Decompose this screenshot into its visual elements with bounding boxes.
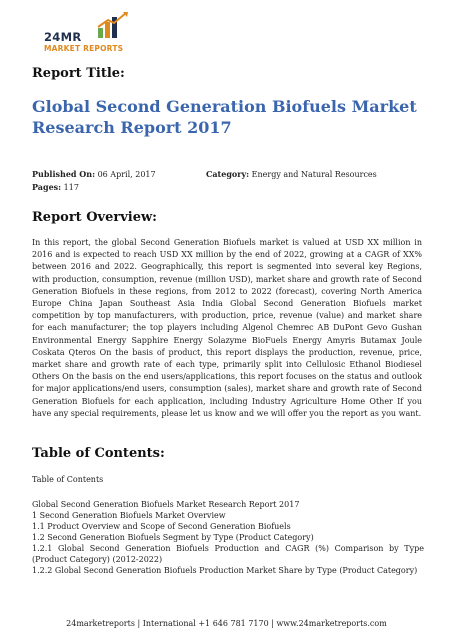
toc-line: 1.2 Second Generation Biofuels Segment by Type (Product Category): [32, 533, 314, 542]
published-date: [32, 169, 156, 179]
page-count: [32, 182, 79, 192]
toc-line: 1.2.1 Global Second Generation Biofuels Production and CAGR (%) Comparison by Type (Product Category) (2012-2022): [32, 544, 424, 564]
toc-heading: Table of Contents:: [32, 446, 165, 461]
logo-text-primary: 24MR: [44, 30, 82, 44]
page-footer: 24marketreports | International +1 646 781 7170 | www.24marketreports.com: [66, 619, 387, 628]
table-of-contents: [32, 474, 424, 576]
published-value: 06 April, 2017: [97, 170, 156, 179]
logo-text-secondary: MARKET REPORTS: [44, 44, 124, 53]
toc-line: 1 Second Generation Biofuels Market Overview: [32, 511, 226, 520]
pages-value: 117: [63, 183, 79, 192]
published-label: Published On:: [32, 169, 96, 179]
pages-label: Pages:: [32, 182, 62, 192]
category-label: Category:: [206, 169, 250, 179]
category-value: Energy and Natural Resources: [251, 170, 377, 179]
toc-line: 1.2.2 Global Second Generation Biofuels Production Market Share by Type (Product Category): [32, 566, 418, 575]
toc-line: 1.1 Product Overview and Scope of Second Generation Biofuels: [32, 522, 291, 531]
report-category: [206, 169, 377, 179]
toc-line: Global Second Generation Biofuels Market Research Report 2017: [32, 500, 300, 509]
report-title: Global Second Generation Biofuels Market Research Report 2017: [32, 97, 417, 137]
overview-paragraph: In this report, the global Second Generation Biofuels market is valued at USD XX million in 2016 and is expected to reach USD XX million by the end of 2022, growing at a CAGR of XX% between 2016 and 2022. Geographically, this report is segmented into several key Regions, with production, consumption, revenue (million USD), market share and growth rate of Second Generation Biofuels in these regions, from 2012 to 2022 (forecast), covering North America Europe China Japan Southeast Asia India Global Second Generation Biofuels market competition by top manufacturers, with production, price, revenue (value) and market share for each manufacturer; the top players including Algenol Chemrec AB DuPont Gevo Gushan Environmental Energy Sapphire Energy Solazyme BioFuels Energy Amyris Butamax Joule Coskata Qteros On the basis of product, this report displays the production, revenue, price, market share and growth rate of each type, primarily split into Cellulosic Ethanol Biodiesel Others On the basis on the end users/applications, this report focuses on the status and outlook for major applications/end users, consumption (sales), market share and growth rate of Second Generation Biofuels for each application, including Industry Agriculture Home Other If you have any special requirements, please let us know and we will offer you the report as you want.: [32, 238, 422, 418]
company-logo: [40, 10, 140, 56]
report-title-label: Report Title:: [32, 66, 125, 81]
overview-heading: Report Overview:: [32, 210, 157, 225]
bar-chart-logo-icon: [96, 10, 132, 40]
toc-intro: Table of Contents: [32, 475, 104, 484]
